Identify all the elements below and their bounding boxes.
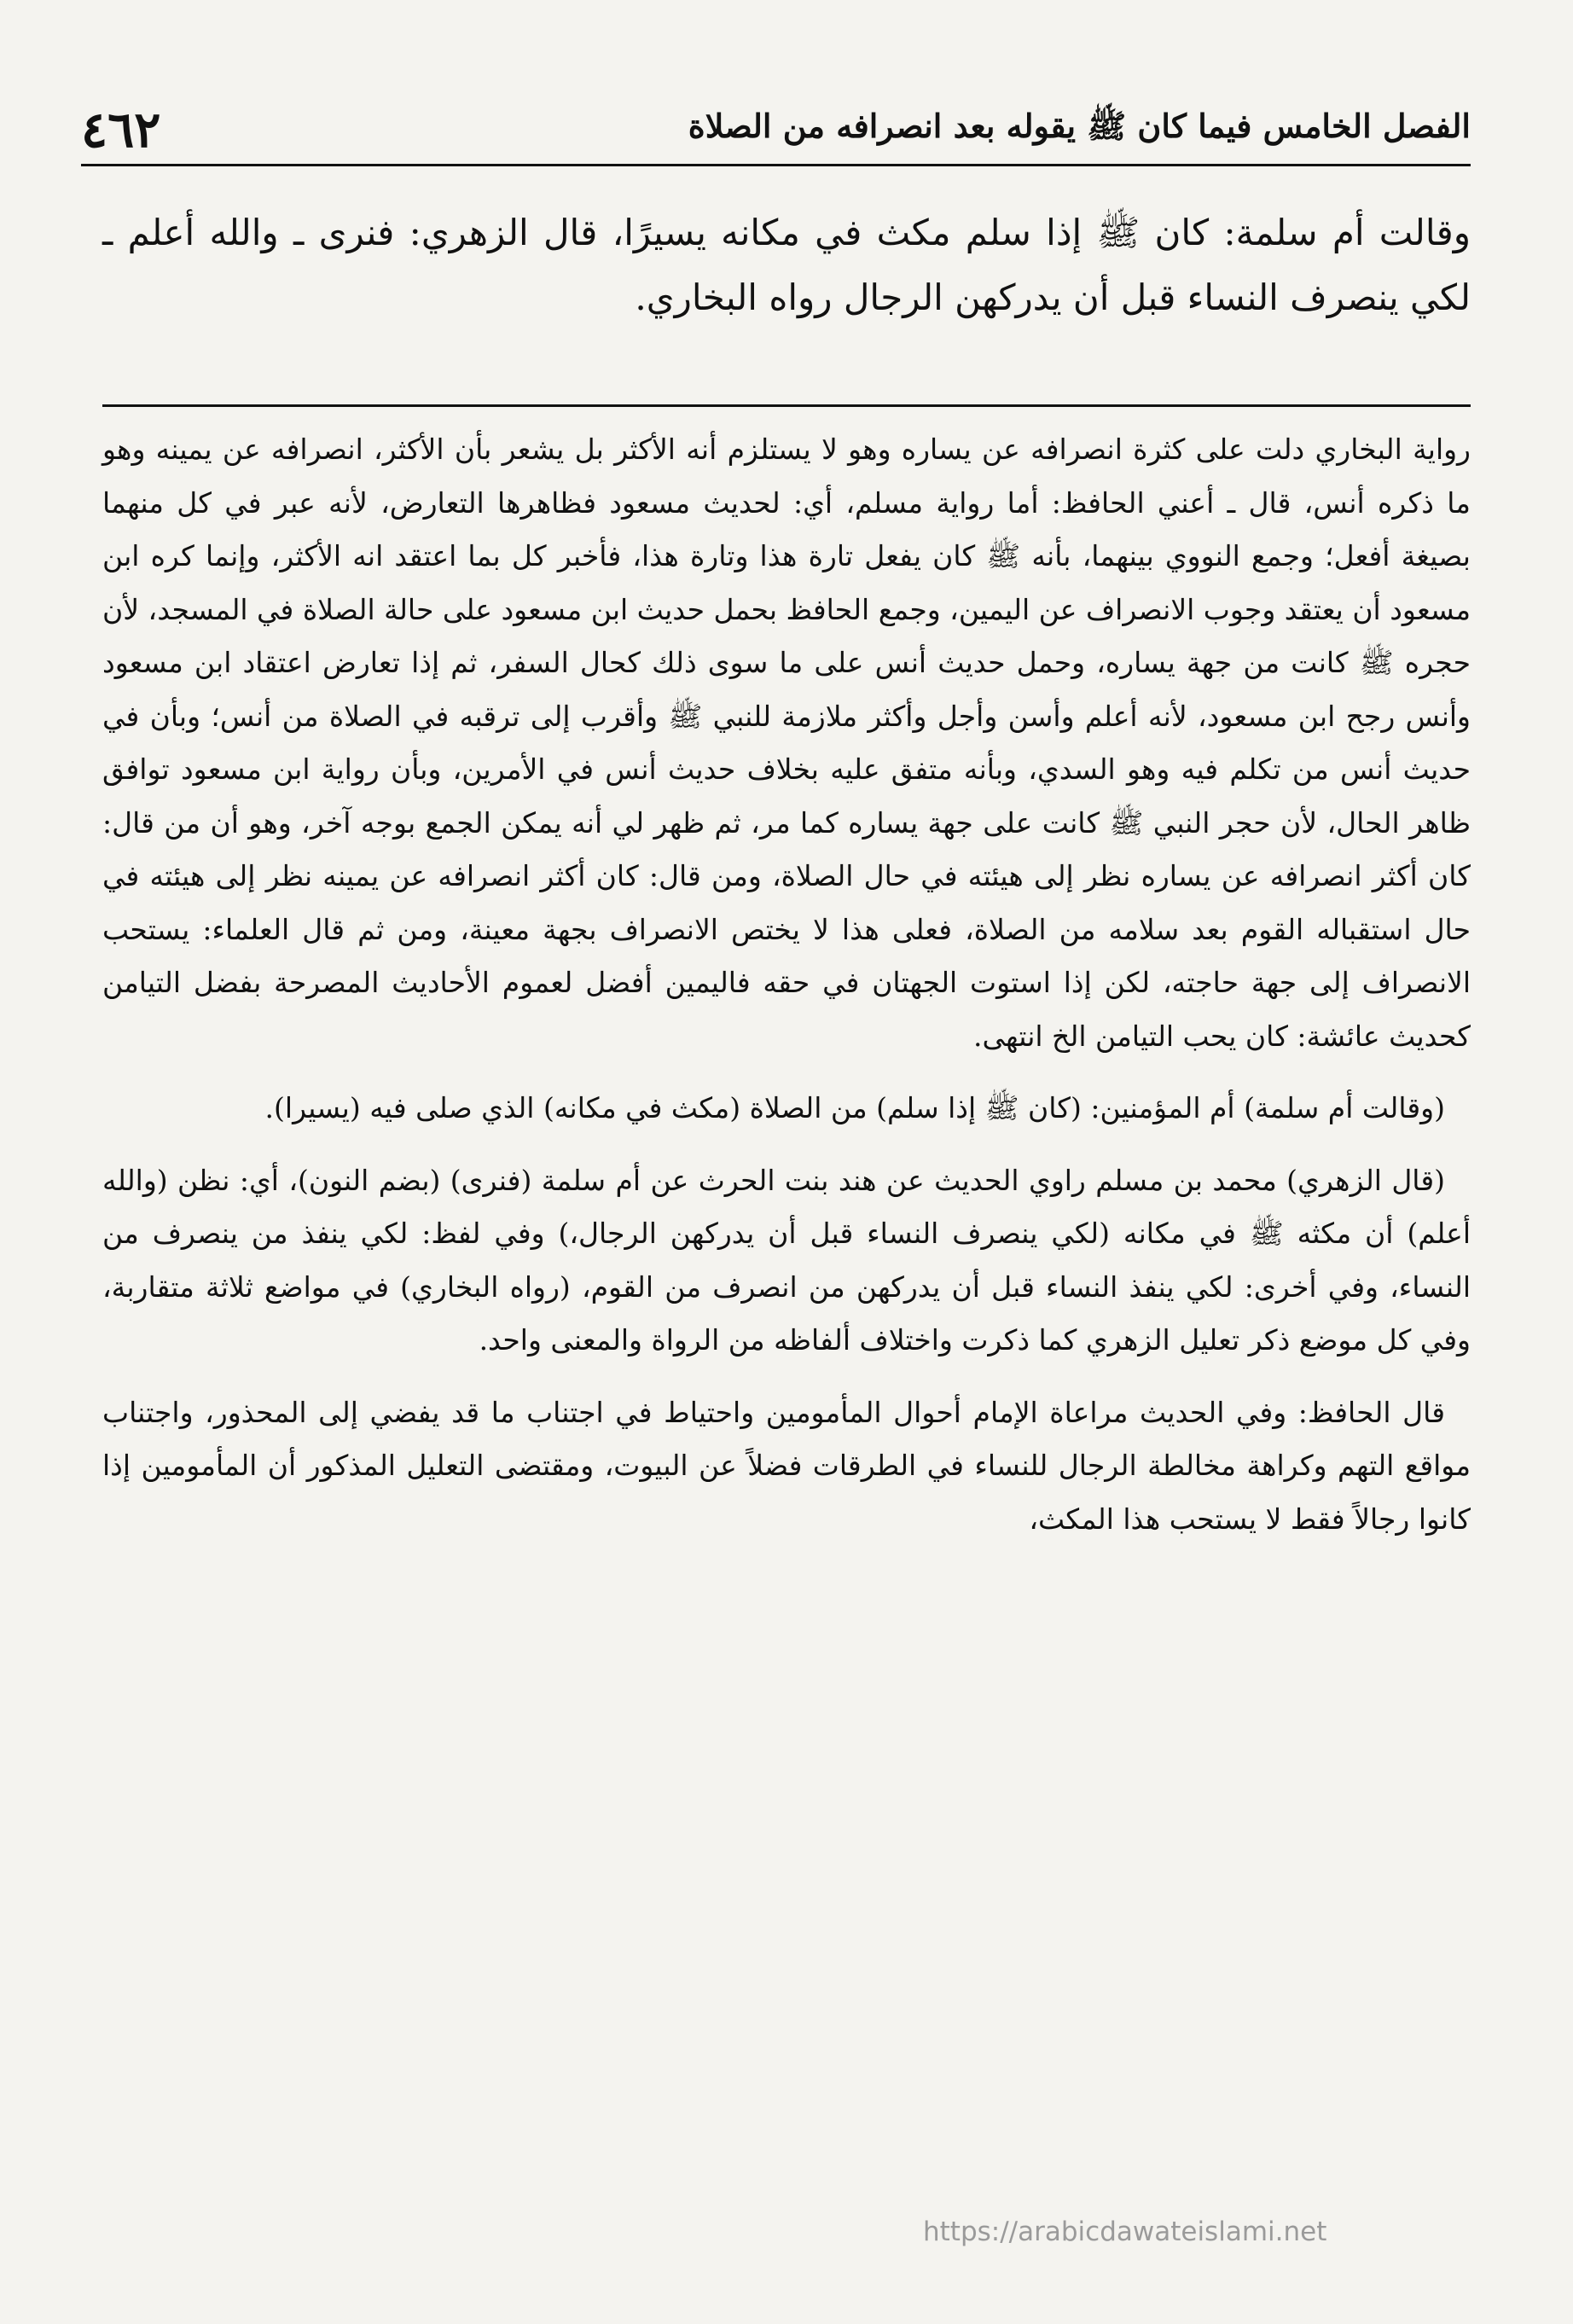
commentary-paragraph-2: (وقالت أم سلمة) أم المؤمنين: (كان ﷺ إذا سلم) من الصلاة (مكث في مكانه) الذي صلى فيه (يسيرا). xyxy=(264,1091,1445,1124)
commentary-section xyxy=(102,423,1471,1565)
watermark-url: https://arabicdawateislami.net xyxy=(923,2217,1327,2247)
main-hadith-text xyxy=(102,200,1471,330)
main-hadith-paragraph: وقالت أم سلمة: كان ﷺ إذا سلم مكث في مكانه يسيرًا، قال الزهري: فنرى ـ والله أعلم ـ لكي ينصرف النساء قبل أن يدركهن الرجال رواه البخاري. xyxy=(102,212,1471,318)
running-title: الفصل الخامس فيما كان ﷺ يقوله بعد انصرافه من الصلاة xyxy=(688,106,1471,145)
commentary-paragraph-3: (قال الزهري) محمد بن مسلم راوي الحديث عن هند بنت الحرث عن أم سلمة (فنرى) (بضم النون)، أي: نظن (والله أعلم) أن مكثه ﷺ في مكانه (لكي ينصرف النساء قبل أن يدركهن الرجال،) وفي لفظ: لكي ينفذ من ينصرف من النساء، وفي أخرى: لكي ينفذ النساء قبل أن يدركهن من انصرف من القوم، (رواه البخاري) في مواضع ثلاثة متقاربة، وفي كل موضع ذكر تعليل الزهري كما ذكرت واختلاف ألفاظه من الرواة والمعنى واحد. xyxy=(102,1163,1471,1357)
separator-line xyxy=(102,404,1471,407)
commentary-paragraph-4: قال الحافظ: وفي الحديث مراعاة الإمام أحوال المأمومين واحتياط في اجتناب ما قد يفضي إلى المحذور، واجتناب مواقع التهم وكراهة مخالطة الرجال للنساء في الطرقات فضلاً عن البيوت، ومقتضى التعليل المذكور أن المأمومين إذا كانوا رجالاً فقط لا يستحب هذا المكث، xyxy=(102,1395,1471,1536)
page-number: ٤٦٢ xyxy=(81,101,161,159)
page-header xyxy=(81,96,1471,166)
commentary-paragraph-1: رواية البخاري دلت على كثرة انصرافه عن يساره وهو لا يستلزم أنه الأكثر بل يشعر بأن الأكثر، انصرافه عن يمينه وهو ما ذكره أنس، قال ـ أعني الحافظ: أما رواية مسلم، أي: لحديث مسعود فظاهرها التعارض، لأنه عبر في كل منهما بصيغة أفعل؛ وجمع النووي بينهما، بأنه ﷺ كان يفعل تارة هذا وتارة هذا، فأخبر كل بما اعتقد انه الأكثر، وإنما كره ابن مسعود أن يعتقد وجوب الانصراف عن اليمين، وجمع الحافظ بحمل حديث ابن مسعود على حالة الصلاة في المسجد، لأن حجره ﷺ كانت من جهة يساره، وحمل حديث أنس على ما سوى ذلك كحال السفر، ثم إذا تعارض اعتقاد ابن مسعود وأنس رجح ابن مسعود، لأنه أعلم وأسن وأجل وأكثر ملازمة للنبي ﷺ وأقرب إلى ترقبه في الصلاة من أنس؛ وبأن في حديث أنس من تكلم فيه وهو السدي، وبأنه متفق عليه بخلاف حديث أنس في الأمرين، وبأن رواية ابن مسعود توافق ظاهر الحال، لأن حجر النبي ﷺ كانت على جهة يساره كما مر، ثم ظهر لي أنه يمكن الجمع بوجه آخر، وهو أن من قال: كان أكثر انصرافه عن يساره نظر إلى هيئته في حال الصلاة، ومن قال: كان أكثر انصرافه عن يمينه نظر إلى هيئته في حال استقباله القوم بعد سلامه من الصلاة، فعلى هذا لا يختص الانصراف بجهة معينة، ومن ثم قال العلماء: يستحب الانصراف إلى جهة حاجته، لكن إذا استوت الجهتان في حقه فاليمين أفضل لعموم الأحاديث المصرحة بفضل التيامن كحديث عائشة: كان يحب التيامن الخ انتهى. xyxy=(102,433,1471,1053)
